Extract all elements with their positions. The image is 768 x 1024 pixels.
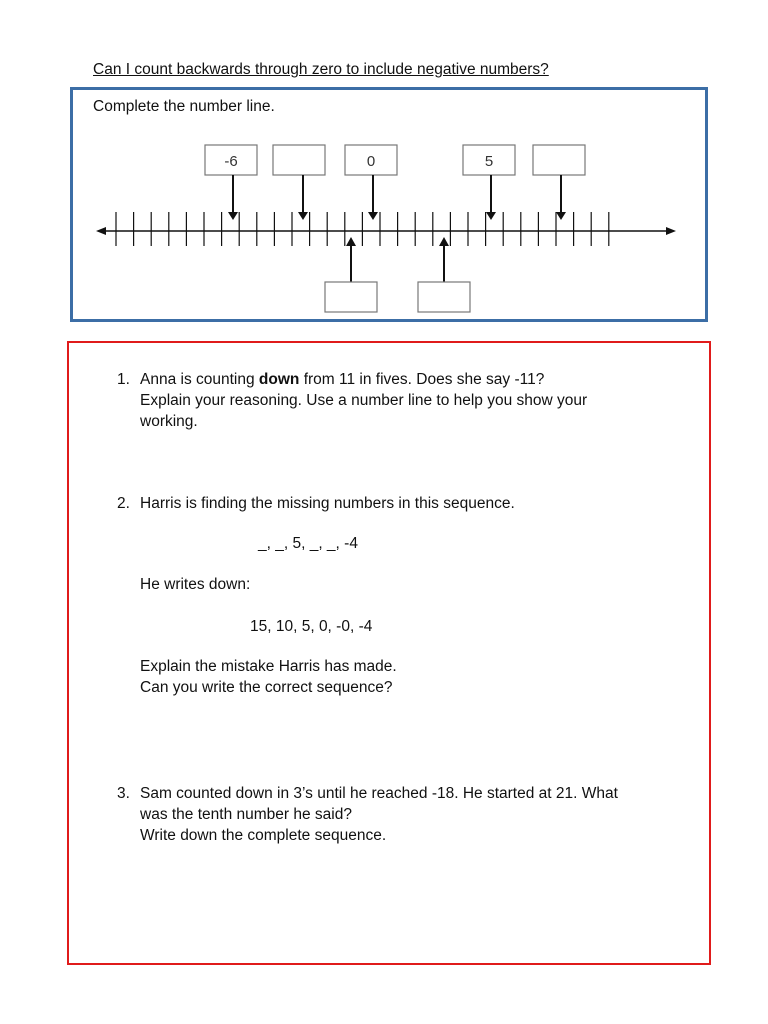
top-box-4[interactable] [463,145,515,220]
question-2-number: 2. [117,495,130,512]
question-1-line-2: Explain your reasoning. Use a number line to help you show your [140,392,588,409]
question-1-line-3: working. [140,413,198,430]
question-3-line-2: was the tenth number he said? [140,806,352,823]
question-1-number: 1. [117,371,130,388]
top-box-5[interactable] [533,145,585,220]
worksheet-title: Can I count backwards through zero to include negative numbers? [93,61,549,78]
question-1-line-1: Anna is counting down from 11 in fives. Does she say -11? [140,371,545,388]
top-box-1-label: -6 [224,153,238,170]
top-box-3-label: 0 [366,153,376,170]
up-arrow-icon [346,237,356,246]
question-2-writes: He writes down: [140,576,251,593]
up-arrow-icon [439,237,449,246]
down-arrow-icon [368,212,378,220]
top-box-3[interactable] [345,145,397,220]
question-2-explain: Explain the mistake Harris has made. [140,658,397,675]
question-2-line-1: Harris is finding the missing numbers in this sequence. [140,495,515,512]
left-arrowhead [96,227,106,235]
question-3-line-1: Sam counted down in 3’s until he reached -18. He started at 21. What [140,785,618,802]
question-2-answer: 15, 10, 5, 0, -0, -4 [250,618,373,635]
top-box-4-label: 5 [484,153,494,170]
bottom-box-1[interactable] [325,237,377,312]
tick-marks [116,212,609,246]
number-line-instruction: Complete the number line. [93,98,275,115]
top-box-2[interactable] [273,145,325,220]
questions-panel [67,341,711,965]
question-2-sequence: _, _, 5, _, _, -4 [258,535,358,552]
question-2-correct: Can you write the correct sequence? [140,679,393,696]
down-arrow-icon [228,212,238,220]
bottom-box-2[interactable] [418,237,470,312]
down-arrow-icon [298,212,308,220]
right-arrowhead [666,227,676,235]
number-line-panel [70,87,708,322]
top-box-1[interactable] [205,145,257,220]
down-arrow-icon [556,212,566,220]
down-arrow-icon [486,212,496,220]
question-3-number: 3. [117,785,130,802]
number-line-diagram [73,90,705,319]
question-3-line-3: Write down the complete sequence. [140,827,387,844]
